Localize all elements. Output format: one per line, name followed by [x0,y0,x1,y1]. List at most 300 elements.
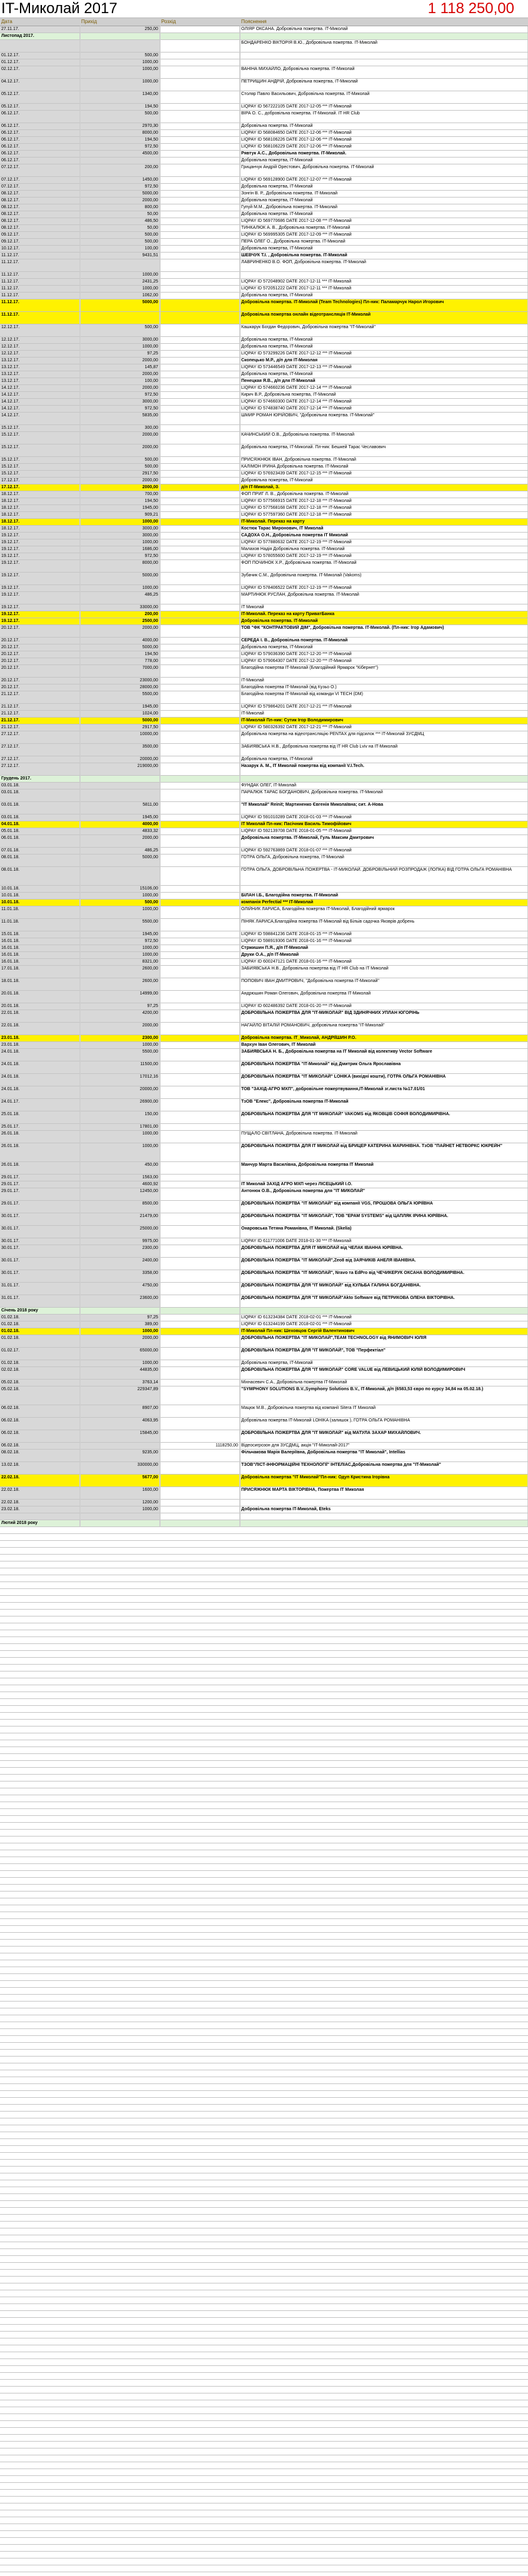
expense-cell[interactable] [160,1143,240,1161]
note-cell[interactable]: Добровільна пожертва, IT-Миколай [240,293,528,299]
column-header-expense[interactable]: Розхід [161,19,176,24]
expense-cell[interactable] [160,1226,240,1238]
note-cell[interactable]: ЗАБИЯВСЬКА Н. Б., Добровільна пожертва на IT Миколай від колективу Vector Software [240,1049,528,1061]
note-cell[interactable]: IT-Миколай [240,711,528,717]
income-cell[interactable]: 1000,00 [80,272,160,278]
date-cell[interactable]: 13.12.17. [0,358,80,364]
table-row[interactable] [0,184,528,191]
table-row[interactable] [0,158,528,164]
income-cell[interactable]: 389,00 [80,1321,160,1328]
income-cell[interactable]: 778,00 [80,658,160,664]
table-row[interactable] [0,684,528,691]
expense-cell[interactable] [160,378,240,384]
date-cell[interactable]: 29.01.17. [0,1188,80,1200]
note-cell[interactable]: Грицанчук Андрій Орестович, Добровільна пожертва. IT-Миколай [240,164,528,176]
income-cell[interactable]: 5000,00 [80,573,160,584]
expense-cell[interactable] [160,900,240,906]
expense-cell[interactable] [160,848,240,854]
date-cell[interactable]: 20.12.17. [0,625,80,637]
note-cell[interactable]: ДОБРОВІЛЬНА ПОЖЕРТВА "IT МИКОЛАЙ",Zeo8 від ЗАЯЧИКІВ АНЕЛЯ ІВАНІВНА. [240,1258,528,1270]
expense-cell[interactable] [160,164,240,176]
expense-cell[interactable] [160,1487,240,1499]
income-cell[interactable]: 1000,00 [80,59,160,66]
expense-cell[interactable] [160,491,240,498]
note-cell[interactable] [240,59,528,66]
date-cell[interactable]: 06.12.17. [0,130,80,136]
income-cell[interactable] [80,1443,160,1449]
table-row[interactable] [0,312,528,324]
table-row[interactable] [0,731,528,744]
income-cell[interactable]: 5677,00 [80,1475,160,1486]
date-cell[interactable]: 08.12.17. [0,218,80,224]
note-cell[interactable]: МАРТИНЮК РУСЛАН, Добровільна пожертва. IT-Миколай [240,592,528,604]
expense-cell[interactable] [160,312,240,324]
income-cell[interactable]: 1062,00 [80,293,160,299]
date-cell[interactable]: 01.12.17. [0,59,80,66]
income-cell[interactable]: 1000,00 [80,1143,160,1161]
expense-cell[interactable] [160,218,240,224]
table-row[interactable] [0,177,528,184]
date-cell[interactable]: 16.01.18. [0,945,80,951]
expense-cell[interactable] [160,789,240,801]
date-cell[interactable]: 19.12.17. [0,592,80,604]
date-cell[interactable]: 03.01.18. [0,783,80,789]
note-cell[interactable]: Андрюшин Роман Олегович, Добровільна пожертва IT-Миколай [240,991,528,1003]
expense-cell[interactable] [160,177,240,183]
date-cell[interactable]: 11.12.17. [0,312,80,324]
note-cell[interactable]: Добровільна пожертва. IT_Миколай, АНДРІЇШИН Р.О. [240,1035,528,1041]
date-cell[interactable]: 08.02.18. [0,1450,80,1461]
expense-cell[interactable] [160,938,240,945]
date-cell[interactable]: 21.12.17. [0,724,80,731]
table-row[interactable] [0,533,528,539]
table-row[interactable] [0,585,528,592]
note-cell[interactable]: LIQPAY ID 598919306 DATE 2018-01-16 *** IT-Миколай [240,938,528,945]
income-cell[interactable]: 7000,00 [80,665,160,677]
note-cell[interactable]: ОЛІЯР ОКСАНА. Добровільна пожертва. IT-Миколай [240,26,528,33]
note-cell[interactable]: ШМИР РОМАН ЮРІЙОВИЧ, "Добровільна пожертва. IT-Миколай" [240,413,528,424]
table-row[interactable] [0,704,528,711]
date-cell[interactable]: 22.02.18. [0,1475,80,1486]
note-cell[interactable]: Добровільна пожертва, IT-Миколай [240,344,528,350]
date-cell[interactable]: 30.01.17. [0,1238,80,1245]
note-cell[interactable]: LIQPAY ID 572048902 DATE 2017-12-11 *** IT-Миколай [240,279,528,285]
expense-cell[interactable] [160,1380,240,1386]
note-cell[interactable] [240,272,528,278]
expense-cell[interactable] [160,546,240,553]
expense-cell[interactable] [160,828,240,834]
expense-cell[interactable] [160,232,240,238]
table-row[interactable] [0,1487,528,1500]
expense-cell[interactable] [160,259,240,271]
table-row[interactable] [0,471,528,478]
date-cell[interactable]: 19.12.17. [0,553,80,559]
expense-cell[interactable] [160,684,240,691]
table-row[interactable] [0,478,528,484]
note-cell[interactable]: САДОХА О.Н., Добровільна пожертва IT Миколай [240,533,528,539]
note-cell[interactable] [240,1513,528,1520]
table-row[interactable] [0,691,528,704]
income-cell[interactable]: 2000,00 [80,835,160,847]
income-cell[interactable]: 4500,00 [80,151,160,157]
date-cell[interactable]: 31.01.17. [0,1295,80,1307]
income-cell[interactable]: 100,00 [80,378,160,384]
note-cell[interactable]: IT-Миколай. Переказ на карту ПриватБанка [240,611,528,618]
table-row[interactable] [0,464,528,471]
income-cell[interactable]: 194,50 [80,651,160,658]
note-cell[interactable]: Манчур Марта Василівна, Добровільна пожертва IT Миколай [240,1162,528,1174]
date-cell[interactable]: 05.02.18. [0,1380,80,1386]
date-cell[interactable]: 01.02.17. [0,1348,80,1360]
expense-cell[interactable] [160,279,240,285]
table-row[interactable] [0,867,528,886]
date-cell[interactable]: 12.12.17. [0,324,80,336]
column-header-income[interactable]: Прихід [81,19,97,24]
expense-cell[interactable] [160,1003,240,1010]
income-cell[interactable]: 3500,00 [80,744,160,756]
table-row[interactable] [0,144,528,151]
income-cell[interactable]: 1600,00 [80,1487,160,1499]
expense-cell[interactable] [160,814,240,821]
note-cell[interactable]: ЗАБИЯВСЬКА Н.В., Добровільна пожертва від IT HR Club на IT Миколай [240,966,528,978]
table-row[interactable] [0,1003,528,1010]
date-cell[interactable]: 08.12.17. [0,204,80,211]
income-cell[interactable]: 5500,00 [80,1049,160,1061]
expense-cell[interactable] [160,191,240,197]
expense-cell[interactable] [160,1074,240,1086]
table-row[interactable] [0,560,528,573]
table-row[interactable] [0,1175,528,1181]
table-row[interactable] [0,1049,528,1061]
expense-cell[interactable] [160,239,240,245]
date-cell[interactable]: 13.12.17. [0,371,80,378]
expense-cell[interactable] [160,299,240,311]
expense-cell[interactable] [160,1360,240,1366]
income-cell[interactable]: 9975,00 [80,1238,160,1245]
note-cell[interactable]: ДОБРОВІЛЬНА ПОЖЕРТВА ДЛЯ "IT МИКОЛАЙ" CORE VALUE від ЛЕВИЦЬКИЙ ЮЛІЙ ВОЛОДИМИРОВИЧ [240,1367,528,1379]
expense-cell[interactable] [160,130,240,136]
expense-cell[interactable] [160,952,240,958]
date-cell[interactable]: 12.12.17. [0,344,80,350]
date-cell[interactable]: 19.12.17. [0,604,80,611]
income-cell[interactable]: 10000,00 [80,731,160,743]
income-cell[interactable]: 14999,00 [80,991,160,1003]
expense-cell[interactable] [160,432,240,444]
note-cell[interactable]: LIQPAY ID 568106229 DATE 2017-12-06 *** IT-Миколай [240,144,528,150]
table-row[interactable] [0,123,528,130]
note-cell[interactable]: БІЛАН І.Б., Благодійна пожертва. IT-Миколай [240,893,528,899]
date-cell[interactable]: 22.01.18. [0,1010,80,1022]
note-cell[interactable]: IT Миколай Пл-ник: Пасічник Василь Тимофійович [240,821,528,828]
income-cell[interactable] [80,1513,160,1520]
income-cell[interactable]: 2400,00 [80,1258,160,1270]
expense-cell[interactable] [160,211,240,218]
note-cell[interactable]: Добровільна пожертва IT-Миколай, Eteks [240,1506,528,1513]
income-cell[interactable]: 2917,50 [80,471,160,477]
income-cell[interactable] [80,789,160,801]
income-cell[interactable]: 15845,00 [80,1430,160,1442]
income-cell[interactable]: 23000,00 [80,678,160,684]
income-cell[interactable]: 229347,89 [80,1386,160,1405]
income-cell[interactable]: 5835,00 [80,413,160,424]
expense-cell[interactable] [160,638,240,644]
date-cell[interactable]: 13.12.17. [0,364,80,371]
note-cell[interactable]: LIQPAY ID 602486392 DATE 2018-01-20 *** IT-Миколай [240,1003,528,1010]
expense-cell[interactable] [160,1462,240,1474]
income-cell[interactable]: 5500,00 [80,919,160,931]
note-cell[interactable] [240,33,528,39]
expense-cell[interactable] [160,959,240,965]
income-cell[interactable] [80,259,160,271]
expense-cell[interactable] [160,711,240,717]
date-cell[interactable]: 03.01.18. [0,789,80,801]
date-cell[interactable]: 29.01.17. [0,1201,80,1213]
date-cell[interactable]: 19.12.17. [0,533,80,539]
note-cell[interactable]: LIQPAY ID 579036390 DATE 2017-12-20 *** IT-Миколай [240,651,528,658]
income-cell[interactable]: 2000,00 [80,625,160,637]
note-cell[interactable]: LIQPAY ID 567222105 DATE 2017-12-05 *** IT-Миколай [240,104,528,110]
income-cell[interactable]: 97,25 [80,1315,160,1321]
date-cell[interactable]: 19.12.17. [0,539,80,546]
table-row[interactable] [0,573,528,585]
date-cell[interactable]: 25.01.18. [0,1111,80,1123]
expense-cell[interactable] [160,53,240,59]
date-cell[interactable]: 20.12.17. [0,684,80,691]
date-cell[interactable]: Грудень 2017. [0,776,80,782]
date-cell[interactable]: 27.12.17. [0,756,80,763]
note-cell[interactable]: Онаровська Тетяна Романівна, IT Миколай. (Skelia) [240,1226,528,1238]
expense-cell[interactable] [160,1099,240,1111]
note-cell[interactable]: БОНДАРЕНКО ВІКТОРІЯ В.Ю., Добровільна пожертва. IT-Миколай [240,40,528,52]
note-cell[interactable]: НАГАЙЛО ВІТАЛІЙ РОМАНОВИЧ, добровільна пожертва "IT-Миколай" [240,1023,528,1035]
table-row[interactable] [0,259,528,272]
expense-cell[interactable] [160,1405,240,1417]
note-cell[interactable]: LIQPAY ID 573446549 DATE 2017-12-13 *** IT-Миколай [240,364,528,371]
table-row[interactable] [0,1462,528,1475]
income-cell[interactable]: 4600,92 [80,1181,160,1188]
date-cell[interactable]: 06.02.18. [0,1418,80,1430]
expense-cell[interactable] [160,351,240,357]
income-cell[interactable]: 5000,00 [80,299,160,311]
note-cell[interactable]: LIQPAY ID 576923439 DATE 2017-12-15 *** IT-Миколай [240,471,528,477]
expense-cell[interactable] [160,104,240,110]
income-cell[interactable]: 4000,00 [80,638,160,644]
expense-cell[interactable] [160,198,240,204]
table-row[interactable] [0,1405,528,1418]
date-cell[interactable]: 17.12.17. [0,484,80,491]
table-row[interactable] [0,364,528,371]
note-cell[interactable]: "SYMPHONY SOLUTIONS B.V.,Symphony Solutions B.V., IT-Миколай, д/п (6583,53 євро по курсу 34,84 на 05.02.18.) [240,1386,528,1405]
table-row[interactable] [0,1315,528,1321]
expense-cell[interactable] [160,1124,240,1130]
table-row[interactable] [0,406,528,413]
income-cell[interactable]: 1000,00 [80,79,160,91]
date-cell[interactable]: 27.12.17. [0,731,80,743]
table-row[interactable] [0,519,528,526]
date-cell[interactable]: 06.12.17. [0,123,80,129]
note-cell[interactable]: LIQPAY ID 592763869 DATE 2018-01-07 *** IT-Миколай [240,848,528,854]
note-cell[interactable] [240,776,528,782]
table-row[interactable] [0,79,528,91]
note-cell[interactable]: ТОВ "ФК "КОНТРАКТОВИЙ ДІМ", Добровільна пожертва. IT-Миколай. (Пл-ник: Ігор Адамович) [240,625,528,637]
expense-cell[interactable] [160,585,240,591]
expense-cell[interactable] [160,425,240,431]
income-cell[interactable]: 65000,00 [80,1348,160,1360]
expense-cell[interactable] [160,1450,240,1461]
date-cell[interactable]: 19.12.17. [0,585,80,591]
income-cell[interactable]: 1000,00 [80,344,160,350]
income-cell[interactable]: 1945,00 [80,704,160,710]
table-row[interactable] [0,1443,528,1450]
income-cell[interactable]: 1000,00 [80,1131,160,1143]
expense-cell[interactable] [160,184,240,190]
income-cell[interactable]: 4750,00 [80,1283,160,1295]
expense-cell[interactable] [160,1245,240,1257]
date-cell[interactable]: 08.12.17. [0,191,80,197]
table-row[interactable] [0,644,528,651]
expense-cell[interactable] [160,573,240,584]
note-cell[interactable]: Добровільна пожертва, IT-Миколай [240,756,528,763]
note-cell[interactable]: ВАНІНА МИХАЙЛО, Добровільна пожертва. IT-Миколай [240,66,528,78]
income-cell[interactable]: 33000,00 [80,604,160,611]
date-cell[interactable]: 30.01.17. [0,1258,80,1270]
date-cell[interactable]: 20.01.18. [0,991,80,1003]
table-row[interactable] [0,959,528,966]
table-row[interactable] [0,1475,528,1487]
table-row[interactable] [0,711,528,718]
note-cell[interactable]: ДОБРОВІЛЬНА ПОЖЕРТВА "IT МИКОЛАЙ" LOHIKA (вихідні кошти), ГОТРА ОЛЬГА РОМАНІВНА [240,1074,528,1086]
income-cell[interactable]: 1000,00 [80,66,160,78]
note-cell[interactable]: LIQPAY ID 591010289 DATE 2018-01-03 *** IT-Миколай [240,814,528,821]
date-cell[interactable]: 10.12.17. [0,246,80,252]
note-cell[interactable]: Фільчакова Марія Валеріївна, Добровільна пожертва "IT Миколай", Intellias [240,1450,528,1461]
table-row[interactable] [0,966,528,978]
note-cell[interactable] [240,53,528,59]
expense-cell[interactable] [160,33,240,39]
note-cell[interactable]: ТзОВ "Елекс", Добровільна пожертва IT-Миколай [240,1099,528,1111]
note-cell[interactable]: Малахов Надія Добровільна пожертва. IT-Миколай [240,546,528,553]
date-cell[interactable]: 14.12.17. [0,406,80,412]
income-cell[interactable]: 486,25 [80,848,160,854]
table-row[interactable] [0,1162,528,1175]
expense-cell[interactable] [160,151,240,157]
date-cell[interactable]: 10.01.18. [0,886,80,892]
note-cell[interactable]: Добровільна пожертва, IT-Миколай [240,337,528,343]
date-cell[interactable]: 09.12.17. [0,232,80,238]
month-section-row[interactable] [0,1520,528,1527]
expense-cell[interactable] [160,364,240,371]
table-row[interactable] [0,900,528,906]
note-cell[interactable]: Добровільна пожертва, IT-Миколай. Пл-ник: Бешкей Тарас Чеславович [240,444,528,456]
expense-cell[interactable] [160,1386,240,1405]
table-row[interactable] [0,618,528,625]
note-cell[interactable]: Стржишин П.Я., д/п IT-Миколай [240,945,528,951]
income-cell[interactable]: 972,50 [80,144,160,150]
income-cell[interactable]: 4000,00 [80,821,160,828]
table-row[interactable] [0,111,528,123]
income-cell[interactable]: 3763,14 [80,1380,160,1386]
table-row[interactable] [0,53,528,59]
table-row[interactable] [0,783,528,789]
income-cell[interactable]: 219000,00 [80,763,160,775]
date-cell[interactable]: 11.12.17. [0,279,80,285]
table-row[interactable] [0,164,528,177]
expense-cell[interactable] [160,272,240,278]
date-cell[interactable]: 26.01.18. [0,1162,80,1174]
note-cell[interactable]: ДОБРОВІЛЬНА ПОЖЕРТВА "IT МИКОЛАЙ",TEAM TECHNOLOGY від ЯНИМОВИЧ ЮЛІЯ [240,1335,528,1347]
income-cell[interactable]: 2300,00 [80,1245,160,1257]
note-cell[interactable]: Назарук А. М., IT Миколай пожертва від компанії V.I.Tech. [240,763,528,775]
expense-cell[interactable] [160,756,240,763]
note-cell[interactable]: ТОВ "ЗАХІД-АГРО МХП", добровільне пожертвування,IT-Миколай зг.листа №17.01/01 [240,1086,528,1098]
table-row[interactable] [0,1430,528,1443]
date-cell[interactable]: 11.12.17. [0,286,80,292]
date-cell[interactable]: 06.12.17. [0,137,80,143]
date-cell[interactable]: 23.02.18. [0,1506,80,1513]
table-row[interactable] [0,1321,528,1328]
table-row[interactable] [0,1295,528,1308]
note-cell[interactable]: Благодійна пожертва IT-Миколай (від Кузьо О.) [240,684,528,691]
note-cell[interactable]: ПЕРА ОЛЕГ О., Добровільна пожертва. IT-Миколай [240,239,528,245]
table-row[interactable] [0,1380,528,1386]
expense-cell[interactable] [160,592,240,604]
income-cell[interactable]: 8907,00 [80,1405,160,1417]
note-cell[interactable]: Скопецько М.Р., д/п для IT-Миколая [240,358,528,364]
date-cell[interactable]: 01.02.18. [0,1328,80,1335]
table-row[interactable] [0,789,528,802]
note-cell[interactable]: LIQPAY ID 577568168 DATE 2017-12-18 *** IT-Миколай [240,505,528,511]
date-cell[interactable]: 21.12.17. [0,711,80,717]
table-row[interactable] [0,1061,528,1074]
income-cell[interactable]: 2000,00 [80,371,160,378]
note-cell[interactable]: LIQPAY ID 592139708 DATE 2018-01-05 *** IT-Миколай [240,828,528,834]
table-row[interactable] [0,835,528,848]
note-cell[interactable]: LIQPAY ID 580326392 DATE 2017-12-21 *** IT-Миколай [240,724,528,731]
date-cell[interactable]: 01.12.17. [0,53,80,59]
expense-cell[interactable] [160,505,240,511]
table-row[interactable] [0,371,528,378]
note-cell[interactable]: Костюк Тарас Миронович, IT Миколай [240,526,528,532]
note-cell[interactable]: "IT Миколай" Reinit; Мартиненко Євгенія Миколаївна; сит. А-Нова [240,802,528,814]
note-cell[interactable]: LIQPAY ID 598841236 DATE 2018-01-15 *** IT-Миколай [240,931,528,938]
income-cell[interactable]: 2431,25 [80,279,160,285]
expense-cell[interactable] [160,704,240,710]
expense-cell[interactable] [160,79,240,91]
table-row[interactable] [0,505,528,512]
date-cell[interactable]: 06.12.17. [0,111,80,123]
date-cell[interactable]: 07.12.17. [0,184,80,190]
note-cell[interactable]: LIQPAY ID 577597360 DATE 2017-12-18 *** IT-Миколай [240,512,528,518]
table-row[interactable] [0,299,528,312]
table-row[interactable] [0,272,528,279]
income-cell[interactable]: 1000,00 [80,286,160,292]
expense-cell[interactable] [160,1328,240,1335]
note-cell[interactable]: ПРИСЯЖНЮК МАРТА ВІКТОРІВНА, Пожертва IT Миколая [240,1487,528,1499]
date-cell[interactable]: 11.01.18. [0,906,80,918]
expense-cell[interactable] [160,1348,240,1360]
income-cell[interactable]: 972,50 [80,406,160,412]
table-row[interactable] [0,1023,528,1035]
note-cell[interactable] [240,1520,528,1526]
income-cell[interactable]: 2000,00 [80,198,160,204]
income-cell[interactable]: 1945,00 [80,505,160,511]
table-row[interactable] [0,399,528,406]
date-cell[interactable]: Лютий 2018 року [0,1520,80,1526]
expense-cell[interactable] [160,718,240,724]
income-cell[interactable]: 1024,00 [80,711,160,717]
date-cell[interactable]: 07.12.17. [0,177,80,183]
date-cell[interactable]: 07.12.17. [0,164,80,176]
